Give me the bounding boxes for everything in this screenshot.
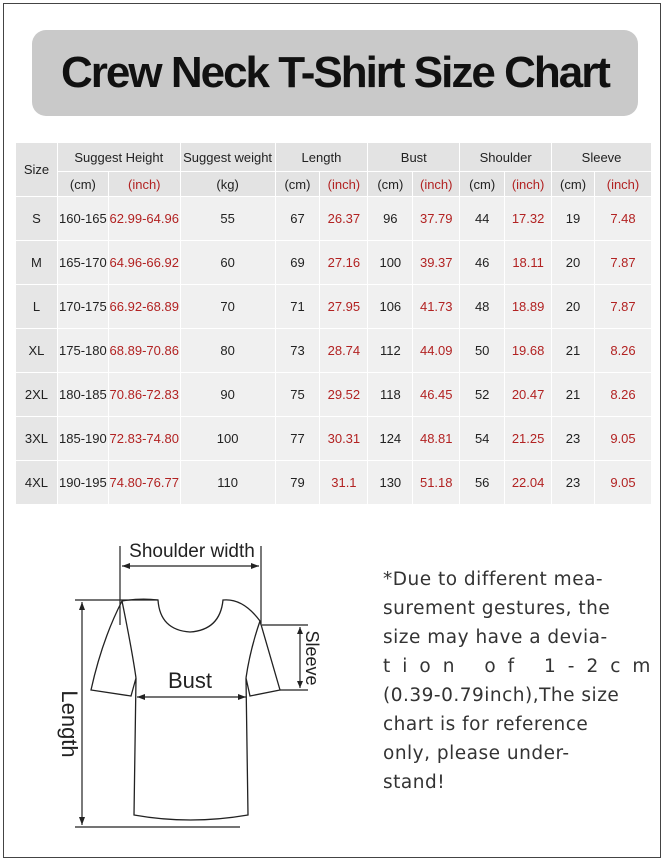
table-cell: 41.73: [413, 285, 460, 329]
table-cell: 90: [180, 373, 275, 417]
table-cell: 110: [180, 461, 275, 505]
size-label: M: [16, 241, 58, 285]
unit-cell: (cm): [368, 172, 413, 197]
table-cell: 27.95: [320, 285, 368, 329]
table-cell: 22.04: [505, 461, 552, 505]
table-cell: 51.18: [413, 461, 460, 505]
table-cell: 96: [368, 197, 413, 241]
page-title: Crew Neck T-Shirt Size Chart: [61, 48, 609, 97]
note-line: size may have a devia-: [383, 627, 608, 648]
note-line: stand!: [383, 772, 446, 793]
unit-cell: (inch): [595, 172, 652, 197]
table-cell: 27.16: [320, 241, 368, 285]
table-cell: 29.52: [320, 373, 368, 417]
header-bust: Bust: [368, 143, 460, 172]
unit-cell: (cm): [552, 172, 595, 197]
table-row: [16, 241, 652, 285]
shoulder-width-label: Shoulder width: [129, 541, 255, 562]
size-label: L: [16, 285, 58, 329]
table-cell: 44: [460, 197, 505, 241]
table-cell: 7.48: [595, 197, 652, 241]
note-line: chart is for reference: [383, 714, 589, 735]
table-cell: 190-195: [57, 461, 108, 505]
size-label: 2XL: [16, 373, 58, 417]
table-cell: 50: [460, 329, 505, 373]
table-cell: 79: [275, 461, 320, 505]
table-row: [16, 417, 652, 461]
table-row: [16, 285, 652, 329]
unit-cell: (inch): [320, 172, 368, 197]
table-cell: 37.79: [413, 197, 460, 241]
table-cell: 66.92-68.89: [108, 285, 180, 329]
table-cell: 20.47: [505, 373, 552, 417]
unit-cell: (cm): [275, 172, 320, 197]
tshirt-outline: [91, 599, 280, 820]
table-cell: 56: [460, 461, 505, 505]
unit-cell: (inch): [108, 172, 180, 197]
tshirt-diagram: [40, 520, 360, 840]
table-cell: 60: [180, 241, 275, 285]
table-cell: 39.37: [413, 241, 460, 285]
table-cell: 20: [552, 241, 595, 285]
table-cell: 52: [460, 373, 505, 417]
table-cell: 69: [275, 241, 320, 285]
table-cell: 118: [368, 373, 413, 417]
table-cell: 46.45: [413, 373, 460, 417]
table-cell: 21.25: [505, 417, 552, 461]
size-label: 4XL: [16, 461, 58, 505]
table-cell: 72.83-74.80: [108, 417, 180, 461]
size-table-body: [16, 197, 652, 505]
table-cell: 31.1: [320, 461, 368, 505]
table-cell: 21: [552, 373, 595, 417]
table-cell: 17.32: [505, 197, 552, 241]
table-cell: 26.37: [320, 197, 368, 241]
unit-cell: (kg): [180, 172, 275, 197]
table-cell: 180-185: [57, 373, 108, 417]
title-banner: [32, 30, 638, 116]
table-cell: 74.80-76.77: [108, 461, 180, 505]
unit-cell: (inch): [505, 172, 552, 197]
table-cell: 160-165: [57, 197, 108, 241]
table-cell: 18.89: [505, 285, 552, 329]
table-cell: 170-175: [57, 285, 108, 329]
arrowhead: [79, 817, 85, 825]
table-cell: 28.74: [320, 329, 368, 373]
unit-cell: (inch): [413, 172, 460, 197]
table-cell: 7.87: [595, 241, 652, 285]
note-line: surement gestures, the: [383, 598, 611, 619]
table-cell: 185-190: [57, 417, 108, 461]
table-cell: 48: [460, 285, 505, 329]
table-row: [16, 461, 652, 505]
table-cell: 100: [180, 417, 275, 461]
table-cell: 55: [180, 197, 275, 241]
table-cell: 8.26: [595, 373, 652, 417]
table-cell: 77: [275, 417, 320, 461]
table-cell: 19: [552, 197, 595, 241]
table-cell: 23: [552, 461, 595, 505]
table-cell: 71: [275, 285, 320, 329]
table-cell: 23: [552, 417, 595, 461]
table-cell: 7.87: [595, 285, 652, 329]
arrowhead: [122, 563, 130, 569]
sleeve-label: Sleeve: [302, 630, 322, 686]
table-cell: 9.05: [595, 417, 652, 461]
table-cell: 70.86-72.83: [108, 373, 180, 417]
size-table: [15, 142, 652, 505]
size-label: S: [16, 197, 58, 241]
table-cell: 75: [275, 373, 320, 417]
table-cell: 8.26: [595, 329, 652, 373]
arrowhead: [251, 563, 259, 569]
note-line: only, please under-: [383, 743, 570, 764]
arrowhead: [79, 602, 85, 610]
table-cell: 106: [368, 285, 413, 329]
note-line: tion of 1-2cm: [383, 656, 663, 677]
left-sleeve-seam: [122, 601, 136, 678]
table-row: [16, 373, 652, 417]
table-cell: 130: [368, 461, 413, 505]
bust-label: Bust: [167, 668, 213, 693]
unit-cell: (cm): [57, 172, 108, 197]
arrowhead: [238, 694, 246, 700]
header-height: Suggest Height: [57, 143, 180, 172]
table-row: [16, 197, 652, 241]
table-cell: 124: [368, 417, 413, 461]
table-cell: 21: [552, 329, 595, 373]
note-line: (0.39-0.79inch),The size: [383, 685, 620, 706]
size-label: 3XL: [16, 417, 58, 461]
table-cell: 54: [460, 417, 505, 461]
header-weight: Suggest weight: [180, 143, 275, 172]
measurement-note: [383, 565, 663, 797]
header-length: Length: [275, 143, 368, 172]
table-cell: 112: [368, 329, 413, 373]
table-cell: 70: [180, 285, 275, 329]
table-cell: 64.96-66.92: [108, 241, 180, 285]
unit-cell: (cm): [460, 172, 505, 197]
table-cell: 68.89-70.86: [108, 329, 180, 373]
table-cell: 80: [180, 329, 275, 373]
table-row: [16, 329, 652, 373]
table-cell: 20: [552, 285, 595, 329]
table-cell: 165-170: [57, 241, 108, 285]
table-cell: 44.09: [413, 329, 460, 373]
table-cell: 48.81: [413, 417, 460, 461]
table-cell: 62.99-64.96: [108, 197, 180, 241]
table-cell: 175-180: [57, 329, 108, 373]
arrowhead: [137, 694, 145, 700]
size-label: XL: [16, 329, 58, 373]
table-cell: 19.68: [505, 329, 552, 373]
header-sleeve: Sleeve: [552, 143, 652, 172]
note-line: *Due to different mea-: [383, 569, 604, 590]
table-cell: 9.05: [595, 461, 652, 505]
table-cell: 73: [275, 329, 320, 373]
table-cell: 46: [460, 241, 505, 285]
table-cell: 67: [275, 197, 320, 241]
table-cell: 100: [368, 241, 413, 285]
table-cell: 18.11: [505, 241, 552, 285]
table-cell: 30.31: [320, 417, 368, 461]
header-shoulder: Shoulder: [460, 143, 552, 172]
length-label: Length: [57, 690, 82, 758]
header-size: Size: [16, 143, 58, 197]
right-sleeve-seam: [246, 621, 260, 678]
